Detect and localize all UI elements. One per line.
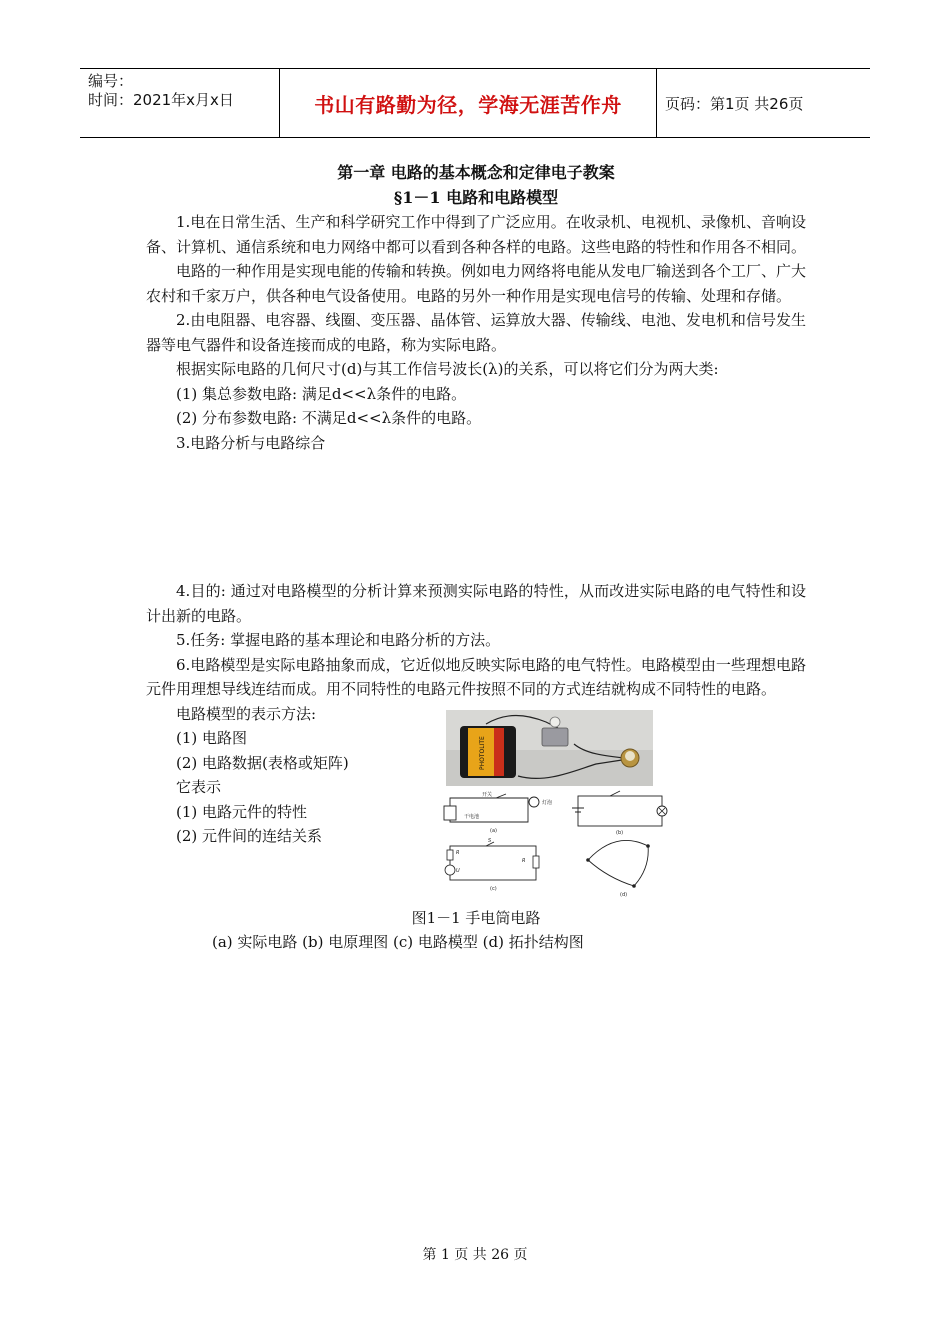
section-title: §1－1 电路和电路模型 — [393, 188, 559, 207]
model-line: 它表示 — [176, 778, 222, 796]
flashlight-photo — [446, 710, 653, 786]
sub-label-b: (b) — [616, 829, 624, 836]
page-footer: 第 1 页 共 26 页 — [422, 1247, 528, 1263]
header-motto-cell — [280, 69, 657, 137]
paragraph-10: 6.电路模型是实际电路抽象而成，它近似地反映实际电路的电气特性。电路模型由一些理想电路元件用理想导线连结而成。用不同特性的电路元件按照不同的方式连结就构成不同特性的电路。 — [146, 655, 806, 698]
page-header — [80, 68, 870, 138]
paragraph-7: 3.电路分析与电路综合 — [176, 433, 326, 452]
time-label: 时间：2021年x月x日 — [88, 91, 234, 109]
sub-label-a: (a) — [490, 827, 497, 834]
sub-label-d: (d) — [620, 891, 628, 898]
paragraph-3: 2.由电阻器、电容器、线圈、变压器、晶体管、运算放大器、传输线、电池、发电机和信号发生器等电气器件和设备连接而成的电路，称为实际电路。 — [146, 311, 806, 354]
battery-brand: PHOTOLITE — [479, 735, 486, 770]
sub-label-c: (c) — [490, 885, 497, 892]
paragraph-8: 4.目的: 通过对电路模型的分析计算来预测实际电路的特性，从而改进实际电路的电气特性和设计出新的电路。 — [146, 582, 806, 625]
diagram-b — [572, 791, 667, 836]
model-list — [176, 702, 349, 849]
r-label-1: R — [456, 849, 460, 856]
r-label-2: R — [522, 857, 526, 864]
model-line: (1) 电路图 — [176, 729, 248, 747]
chapter-title: 第一章 电路的基本概念和定律电子教案 — [337, 163, 615, 182]
blank-space — [146, 455, 806, 579]
s-label: S — [488, 837, 492, 844]
figure-row — [146, 702, 806, 906]
paragraph-6: (2) 分布参数电路: 不满足d<<λ条件的电路。 — [176, 409, 482, 427]
us-label: U — [456, 867, 460, 874]
paragraph-4: 根据实际电路的几何尺寸(d)与其工作信号波长(λ)的关系，可以将它们分为两大类: — [176, 360, 719, 378]
paragraph-1: 1.电在日常生活、生产和科学研究工作中得到了广泛应用。在收录机、电视机、录像机、音响设备、计算机、通信系统和电力网络中都可以看到各种各样的电路。这些电路的特性和作用各不相同。 — [146, 213, 807, 256]
circuit-diagrams — [438, 790, 668, 900]
model-line: (1) 电路元件的特性 — [176, 802, 308, 821]
switch-label: 开关 — [482, 791, 493, 798]
battery-label: 干电池 — [464, 813, 480, 820]
diagram-a — [444, 791, 552, 834]
paragraph-2: 电路的一种作用是实现电能的传输和转换。例如电力网络将电能从发电厂输送到各个工厂、广大农村和千家万户，供各种电气设备使用。电路的另外一种作用是实现电信号的传输、处理和存储。 — [146, 262, 807, 305]
page-info: 页码：第1页 共26页 — [665, 94, 804, 113]
model-line: (2) 电路数据(表格或矩阵) — [176, 753, 349, 772]
diagram-c — [445, 838, 539, 892]
diagram-d — [586, 840, 650, 898]
figure-subcaption: (a) 实际电路 (b) 电原理图 (c) 电路模型 (d) 拓扑结构图 — [212, 933, 584, 951]
model-line: 电路模型的表示方法: — [176, 704, 317, 723]
figure-caption: 图1－1 手电筒电路 — [411, 908, 541, 927]
lamp-label: 灯泡 — [542, 799, 553, 806]
header-meta — [80, 69, 280, 137]
paragraph-5: (1) 集总参数电路: 满足d<<λ条件的电路。 — [176, 384, 467, 403]
number-label: 编号： — [88, 72, 134, 90]
motto: 书山有路勤为径，学海无涯苦作舟 — [314, 92, 622, 117]
model-line: (2) 元件间的连结关系 — [176, 827, 323, 845]
document-body — [146, 160, 806, 955]
paragraph-9: 5.任务: 掌握电路的基本理论和电路分析的方法。 — [176, 631, 501, 649]
